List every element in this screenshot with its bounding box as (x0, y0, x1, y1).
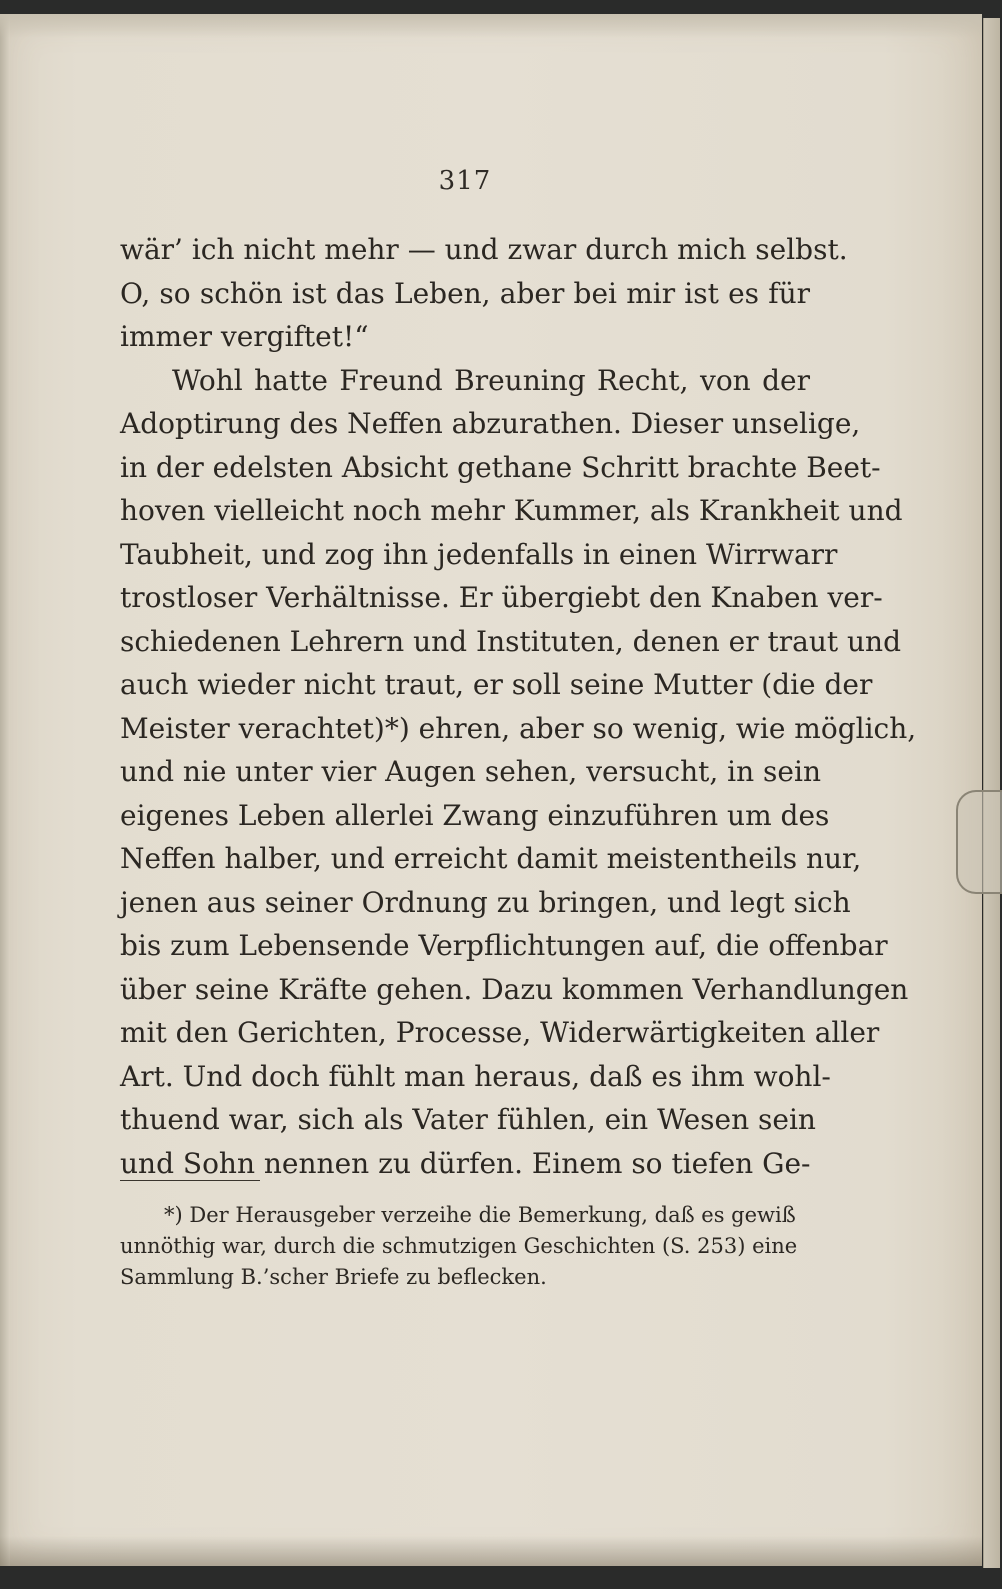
text-line: Adoptirung des Neffen abzurathen. Dieser unselige, (120, 407, 861, 440)
text-line: thuend war, sich als Vater fühlen, ein Wesen sein (120, 1103, 816, 1136)
text-line: und nie unter vier Augen sehen, versucht, in sein (120, 755, 821, 788)
footnote-rule (120, 1180, 260, 1181)
text-line: schiedenen Lehrern und Instituten, denen er traut und (120, 624, 902, 658)
text-line: jenen aus seiner Ordnung zu bringen, und legt sich (120, 885, 851, 919)
page-left-edge (0, 14, 10, 1566)
text-line: mit den Gerichten, Processe, Widerwärtigkeiten aller (120, 1016, 880, 1049)
page-top-edge (0, 14, 982, 38)
text-line: wär’ ich nicht mehr — und zwar durch mich selbst. (120, 233, 848, 266)
text-line: Meister verachtet)*) ehren, aber so wenig, wie möglich, (120, 711, 917, 745)
text-line: auch wieder nicht traut, er soll seine Mutter (die der (120, 668, 873, 701)
page-bottom-shadow (0, 1536, 982, 1566)
text-line: und Sohn nennen zu dürfen. Einem so tiefen Ge- (120, 1146, 811, 1180)
text-line: trostloser Verhältnisse. Er übergiebt den Knaben ver- (120, 581, 883, 614)
footnote-line: Sammlung B.’scher Briefe zu beflecken. (120, 1265, 547, 1289)
text-line: Neffen halber, und erreicht damit meistentheils nur, (120, 842, 862, 875)
text-line: Wohl hatte Freund Breuning Recht, von der (172, 363, 810, 397)
text-line: eigenes Leben allerlei Zwang einzuführen um des (120, 798, 830, 832)
body-text (120, 228, 917, 1185)
page-number: 317 (438, 166, 492, 196)
text-line: über seine Kräfte gehen. Dazu kommen Verhandlungen (120, 972, 909, 1006)
text-line: in der edelsten Absicht gethane Schritt brachte Beet- (120, 450, 881, 484)
footnote-line: unnöthig war, durch die schmutzigen Geschichten (S. 253) eine (120, 1234, 798, 1258)
footnotes (120, 1200, 798, 1293)
text-line: bis zum Lebensende Verpflichtungen auf, die offenbar (120, 929, 888, 962)
text-line: hoven vielleicht noch mehr Kummer, als Krankheit und (120, 494, 903, 527)
text-line: O, so schön ist das Leben, aber bei mir ist es für (120, 276, 810, 310)
text-line: immer vergiftet!“ (120, 320, 369, 353)
text-line: Taubheit, und zog ihn jedenfalls in einen Wirrwarr (120, 537, 838, 571)
footnote-line: *) Der Herausgeber verzeihe die Bemerkung, daß es gewiß (164, 1203, 796, 1227)
text-line: Art. Und doch fühlt man heraus, daß es ihm wohl- (120, 1059, 831, 1093)
book-clip (956, 790, 1002, 894)
